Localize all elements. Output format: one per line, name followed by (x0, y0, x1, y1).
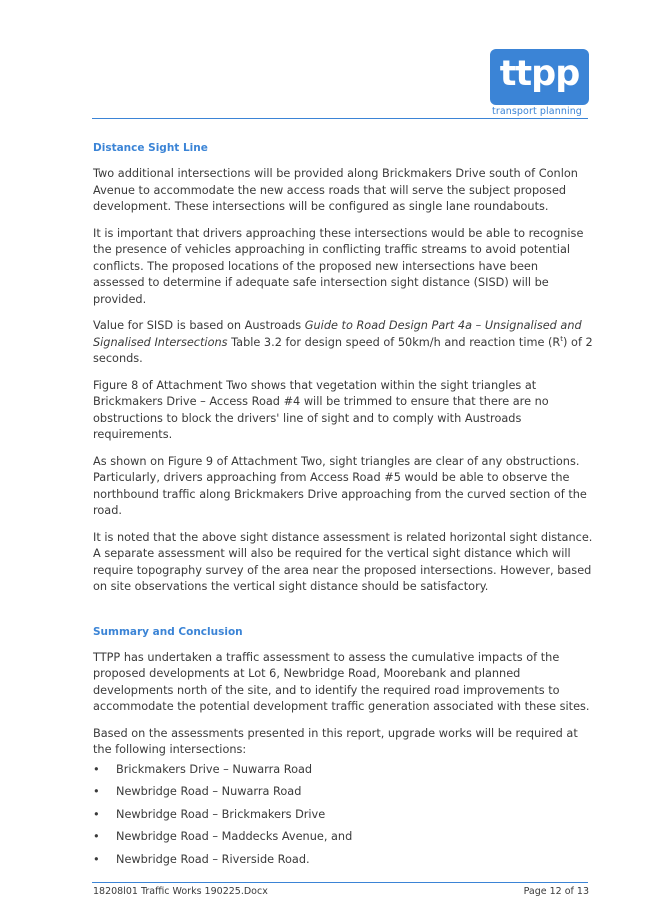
footer-document-name: 18208l01 Traffic Works 190225.Docx (93, 886, 268, 897)
bullet-icon: • (93, 807, 100, 821)
bullet-icon: • (93, 852, 100, 866)
superscript: t (560, 334, 564, 343)
list-item (93, 784, 593, 801)
header-divider (92, 118, 588, 119)
bullet-icon: • (93, 830, 100, 843)
paragraph: It is noted that the above sight distance assessment is related horizontal sight distance. A separate assessment will also be required for the vertical sight distance which will require topography survey of the area near the proposed intersections. However, based on site observations the vertical sight distance should be satisfactory. (93, 530, 593, 593)
paragraph-sisd (93, 318, 593, 368)
paragraph: Two additional intersections will be provided along Brickmakers Drive south of Conlon Avenue to accommodate the new access roads that will serve the subject proposed development. These intersections will be configured as single lane roundabouts. (93, 167, 578, 213)
paragraph: It is important that drivers approaching these intersections would be able to recognise the presence of vehicles approaching in conflicting traffic streams to avoid potential conflicts. The proposed locations of the proposed new intersections have been assessed to determine if adequate safe intersection sight distance (SISD) will be provided. (93, 226, 584, 306)
list-item-text: Newbridge Road – Nuwarra Road (116, 785, 302, 798)
footer-divider (92, 882, 588, 883)
paragraph: Based on the assessments presented in this report, upgrade works will be required at the following intersections: (93, 726, 578, 756)
list-item-text: Brickmakers Drive – Nuwarra Road (116, 762, 313, 776)
text-run: Value for SISD is based on Austroads (93, 319, 305, 332)
list-item (93, 829, 593, 846)
list-item-text: Newbridge Road – Maddecks Avenue, and (116, 830, 353, 843)
company-logo (490, 49, 589, 105)
list-item (93, 762, 593, 779)
list-item (93, 807, 593, 824)
footer-page-number: Page 12 of 13 (523, 886, 589, 897)
list-item-text: Newbridge Road – Riverside Road. (116, 852, 310, 866)
intersection-list (93, 762, 593, 869)
section-heading-sight-line: Distance Sight Line (93, 142, 208, 154)
section-heading-summary: Summary and Conclusion (93, 625, 243, 638)
paragraph: TTPP has undertaken a traffic assessment to assess the cumulative impacts of the proposed developments at Lot 6, Newbridge Road, Moorebank and planned developments north of the site, and to identify the required road improvements to accommodate the potential development traffic generation associated with these sites. (93, 650, 590, 713)
guide-title: Guide to Road Design Part 4a – Unsignalised and Signalised Intersections (93, 319, 582, 349)
bullet-icon: • (93, 785, 100, 798)
list-item-text: Newbridge Road – Brickmakers Drive (116, 807, 326, 821)
paragraph: Figure 8 of Attachment Two shows that vegetation within the sight triangles at Brickmakers Drive – Access Road #4 will be trimmed to ensure that there are no obstructions to block the drivers' line of sight and to comply with Austroads requirements. (93, 378, 549, 441)
text-run: Table 3.2 for design speed of 50km/h and reaction time (R (227, 335, 561, 349)
bullet-icon: • (93, 762, 100, 776)
logo-brand-text: ttpp (499, 53, 580, 94)
paragraph: As shown on Figure 9 of Attachment Two, sight triangles are clear of any obstructions. Particularly, drivers approaching from Access Road #5 would be able to observe the northbound traffic along Brickmakers Drive approaching from the curved section of the road. (93, 454, 587, 517)
list-item (93, 852, 593, 869)
document-body (93, 141, 593, 874)
logo-subtitle: transport planning (492, 106, 582, 117)
text-run: ) of 2 seconds. (93, 335, 593, 365)
